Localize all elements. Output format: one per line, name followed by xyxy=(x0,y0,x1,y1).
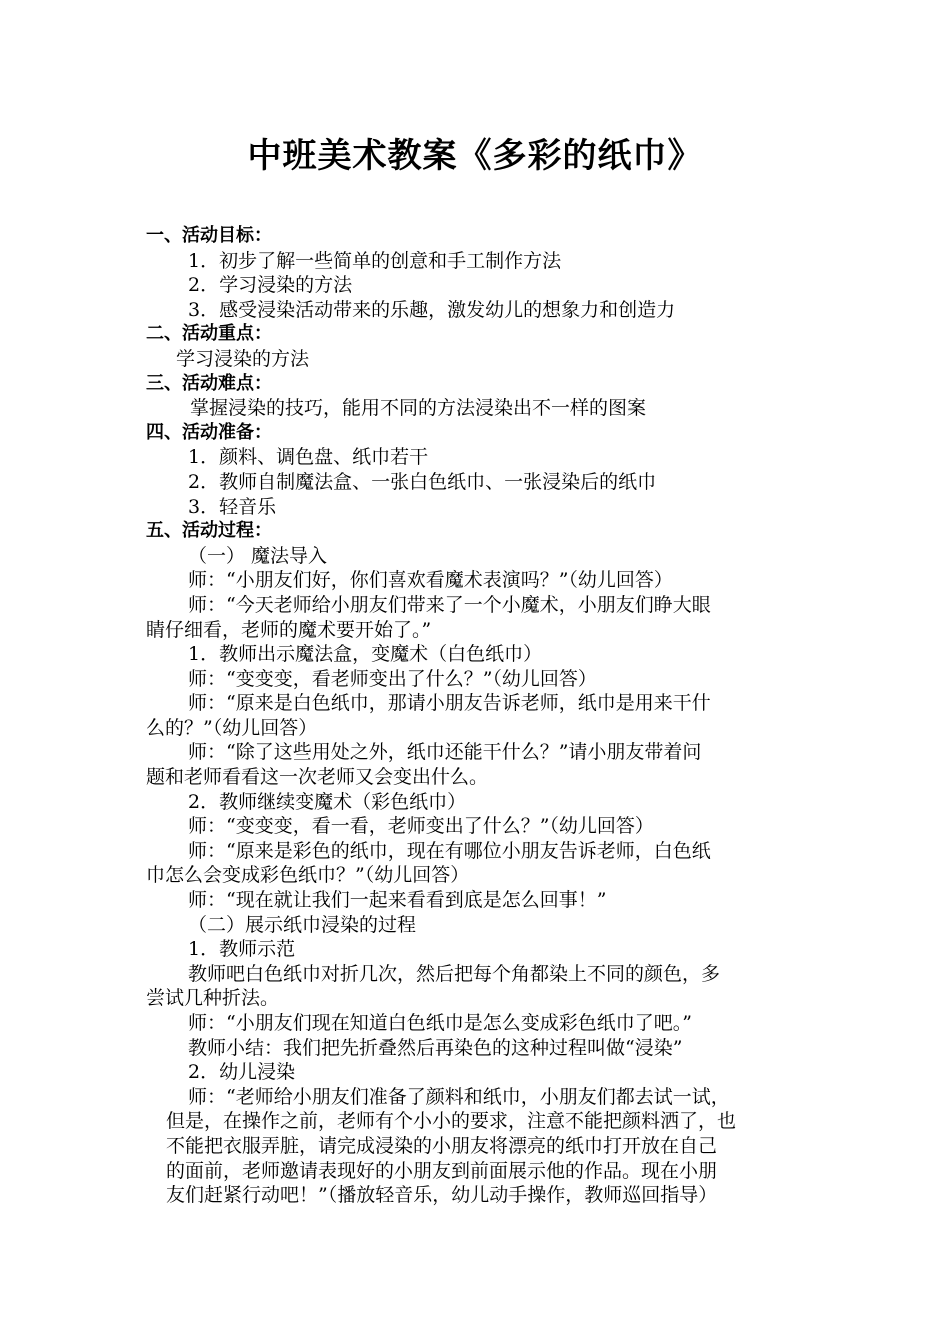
process-line: 友们赶紧行动吧！”（播放轻音乐，幼儿动手操作，教师巡回指导） xyxy=(166,1184,718,1207)
goal-item: 2．学习浸染的方法 xyxy=(188,274,353,297)
preparation-item: 2．教师自制魔法盒、一张白色纸巾、一张浸染后的纸巾 xyxy=(188,470,657,493)
process-line: 2．幼儿浸染 xyxy=(188,1061,296,1084)
goal-item: 3．感受浸染活动带来的乐趣，激发幼儿的想象力和创造力 xyxy=(188,298,676,321)
process-line: 师：“老师给小朋友们准备了颜料和纸巾，小朋友们都去试一试， xyxy=(188,1085,730,1108)
process-line: 尝试几种折法。 xyxy=(146,987,280,1010)
section-heading-preparation: 四、活动准备： xyxy=(146,421,272,443)
section-heading-difficulty: 三、活动难点： xyxy=(146,372,272,394)
section-heading-focus: 二、活动重点： xyxy=(146,323,272,345)
process-line: 题和老师看看这一次老师又会变出什么。 xyxy=(146,766,489,789)
process-line: （一） 魔法导入 xyxy=(188,544,328,567)
preparation-item: 3．轻音乐 xyxy=(188,495,277,518)
process-line: 师：“原来是白色纸巾，那请小朋友告诉老师，纸巾是用来干什 xyxy=(188,692,711,715)
process-line: 教师小结：我们把先折叠然后再染色的这种过程叫做“浸染” xyxy=(188,1036,683,1059)
process-line: 不能把衣服弄脏，请完成浸染的小朋友将漂亮的纸巾打开放在自己 xyxy=(166,1134,718,1157)
process-line: 师：“现在就让我们一起来看看到底是怎么回事！” xyxy=(188,889,607,912)
process-line: 师：“小朋友们好，你们喜欢看魔术表演吗？”（幼儿回答） xyxy=(188,569,673,592)
process-line: 师：“除了这些用处之外，纸巾还能干什么？”请小朋友带着问 xyxy=(188,741,702,764)
process-line: 么的？”（幼儿回答） xyxy=(146,716,318,739)
process-line: （二）展示纸巾浸染的过程 xyxy=(188,913,417,936)
document-body xyxy=(146,224,816,1208)
goal-item: 1．初步了解一些简单的创意和手工制作方法 xyxy=(188,249,562,272)
focus-text: 学习浸染的方法 xyxy=(176,347,310,370)
process-line: 师：“小朋友们现在知道白色纸巾是怎么变成彩色纸巾了吧。” xyxy=(188,1012,692,1034)
process-line: 1．教师出示魔法盒，变魔术（白色纸巾） xyxy=(188,643,543,666)
process-line: 师：“变变变，看老师变出了什么？”（幼儿回答） xyxy=(188,667,597,690)
process-line: 睛仔细看，老师的魔术要开始了。” xyxy=(146,618,432,641)
preparation-item: 1．颜料、调色盘、纸巾若干 xyxy=(188,446,429,469)
section-heading-goals: 一、活动目标： xyxy=(146,225,272,246)
section-heading-process: 五、活动过程： xyxy=(146,520,272,542)
process-line: 巾怎么会变成彩色纸巾？”（幼儿回答） xyxy=(146,864,470,887)
page-title: 中班美术教案《多彩的纸巾》 xyxy=(247,136,703,176)
process-line: 2．教师继续变魔术（彩色纸巾） xyxy=(188,790,467,813)
process-line: 教师吧白色纸巾对折几次，然后把每个角都染上不同的颜色，多 xyxy=(188,962,721,985)
difficulty-text: 掌握浸染的技巧，能用不同的方法浸染出不一样的图案 xyxy=(190,397,647,420)
process-line: 师：“今天老师给小朋友们带来了一个小魔术，小朋友们睁大眼 xyxy=(188,593,711,616)
process-line: 师：“变变变，看一看，老师变出了什么？”（幼儿回答） xyxy=(188,815,654,838)
process-line: 1．教师示范 xyxy=(188,938,296,961)
process-line: 师：“原来是彩色的纸巾，现在有哪位小朋友告诉老师，白色纸 xyxy=(188,839,711,862)
process-line: 的面前，老师邀请表现好的小朋友到前面展示他的作品。现在小朋 xyxy=(166,1159,718,1182)
process-line: 但是，在操作之前，老师有个小小的要求，注意不能把颜料洒了，也 xyxy=(166,1110,737,1133)
